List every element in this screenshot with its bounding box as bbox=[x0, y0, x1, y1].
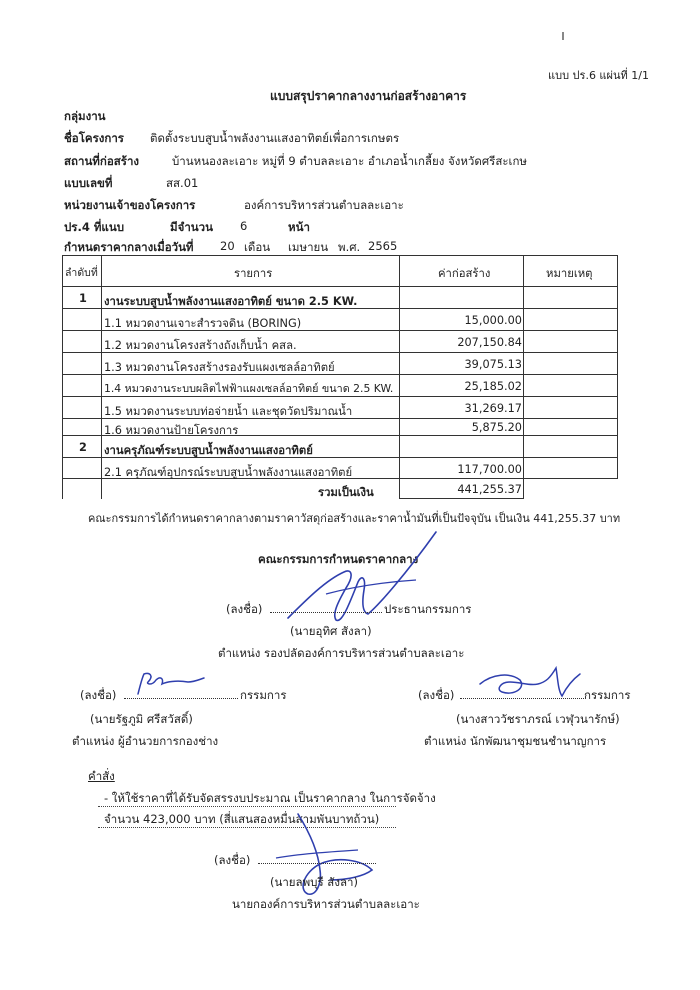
row-1-5-item: 1.5 หมวดงานระบบท่อจ่ายน้ำ และชุดวัดปริมาณน้ำ bbox=[104, 405, 353, 418]
site-value: บ้านหนองละเอาะ หมู่ที่ 9 ตำบลละเอาะ อำเภอน้ำเกลี้ยง จังหวัดศรีสะเกษ bbox=[172, 154, 527, 168]
member-left-name: (นายรัฐภูมิ ศรีสวัสดิ์) bbox=[90, 712, 193, 726]
member-right-role: กรรมการ bbox=[584, 688, 631, 702]
order-heading: คำสั่ง bbox=[88, 769, 115, 783]
row-1-4-item: 1.4 หมวดงานระบบผลิตไฟฟ้าแผงเซลล์อาทิตย์ ขนาด 2.5 KW. bbox=[104, 382, 394, 395]
form-reference: แบบ ปร.6 แผ่นที่ 1/1 bbox=[548, 69, 649, 82]
total-label: รวมเป็นเงิน bbox=[318, 486, 374, 499]
row-1-5-cost: 31,269.17 bbox=[464, 402, 522, 415]
member-right-position: ตำแหน่ง นักพัฒนาชุมชนชำนาญการ bbox=[424, 734, 607, 748]
committee-title: คณะกรรมการกำหนดราคากลาง bbox=[258, 552, 419, 566]
approver-sign-prefix: (ลงชื่อ) bbox=[214, 853, 251, 867]
owner-value: องค์การบริหารส่วนตำบลละเอาะ bbox=[244, 198, 404, 212]
member-left-sign-prefix: (ลงชื่อ) bbox=[80, 688, 117, 702]
approver-dotted-line bbox=[258, 863, 376, 864]
date-year: 2565 bbox=[368, 239, 398, 253]
row-2-1-cost: 117,700.00 bbox=[457, 463, 522, 476]
approver-name: (นายลพบุรี สังลา) bbox=[270, 875, 358, 889]
row-1-6-cost: 5,875.20 bbox=[471, 421, 522, 434]
chairman-sign-prefix: (ลงชื่อ) bbox=[226, 602, 263, 616]
row-1-3-cost: 39,075.13 bbox=[464, 358, 522, 371]
row-1-item: งานระบบสูบน้ำพลังงานแสงอาทิตย์ ขนาด 2.5 KW. bbox=[104, 295, 358, 308]
row-1-no: 1 bbox=[79, 292, 87, 305]
approver-position: นายกองค์การบริหารส่วนตำบลละเอาะ bbox=[232, 897, 420, 911]
row-1-1-item: 1.1 หมวดงานเจาะสำรวจดิน (BORING) bbox=[104, 317, 302, 330]
chairman-role: ประธานกรรมการ bbox=[384, 602, 472, 616]
member-left-signature bbox=[132, 670, 212, 700]
page-unit-label: หน้า bbox=[288, 220, 310, 234]
page-count-value: 6 bbox=[240, 219, 248, 233]
date-month-label: เดือน bbox=[244, 240, 271, 254]
header-item: รายการ bbox=[234, 267, 273, 280]
page-title: แบบสรุปราคากลางงานก่อสร้างอาคาร bbox=[270, 89, 467, 103]
pr4-attached-label: ปร.4 ที่แนบ bbox=[64, 220, 125, 234]
member-left-dotted-line bbox=[124, 698, 238, 699]
plan-number-label: แบบเลขที่ bbox=[64, 176, 113, 190]
chairman-position: ตำแหน่ง รองปลัดองค์การบริหารส่วนตำบลละเอาะ bbox=[218, 646, 465, 660]
row-1-6-item: 1.6 หมวดงานป้ายโครงการ bbox=[104, 424, 239, 437]
header-cost: ค่าก่อสร้าง bbox=[438, 267, 491, 280]
row-2-item: งานครุภัณฑ์ระบบสูบน้ำพลังงานแสงอาทิตย์ bbox=[104, 444, 313, 457]
row-1-4-cost: 25,185.02 bbox=[464, 380, 522, 393]
group-label: กลุ่มงาน bbox=[64, 109, 106, 123]
plan-number-value: สส.01 bbox=[166, 176, 199, 190]
owner-label: หน่วยงานเจ้าของโครงการ bbox=[64, 198, 196, 212]
date-year-label: พ.ศ. bbox=[338, 240, 361, 254]
row-2-no: 2 bbox=[79, 441, 87, 454]
chairman-name: (นายอุทิศ สังลา) bbox=[290, 624, 372, 638]
page-count-label: มีจำนวน bbox=[170, 220, 213, 234]
header-no: ลำดับที่ bbox=[65, 267, 98, 279]
order-underline-1 bbox=[98, 806, 396, 807]
site-label: สถานที่ก่อสร้าง bbox=[64, 154, 140, 168]
row-1-2-item: 1.2 หมวดงานโครงสร้างถังเก็บน้ำ คสล. bbox=[104, 339, 297, 352]
chairman-dotted-line bbox=[270, 612, 382, 613]
member-right-name: (นางสาววัชราภรณ์ เวฬุวนารักษ์) bbox=[456, 712, 620, 726]
cost-table bbox=[62, 255, 618, 499]
row-2-1-item: 2.1 ครุภัณฑ์อุปกรณ์ระบบสูบน้ำพลังงานแสงอาทิตย์ bbox=[104, 466, 353, 479]
member-left-position: ตำแหน่ง ผู้อำนวยการกองช่าง bbox=[72, 734, 219, 748]
member-right-sign-prefix: (ลงชื่อ) bbox=[418, 688, 455, 702]
order-line-2: จำนวน 423,000 บาท (สี่แสนสองหมื่นสามพันบาทถ้วน) bbox=[104, 812, 380, 826]
member-left-role: กรรมการ bbox=[240, 688, 287, 702]
stray-mark bbox=[562, 32, 564, 40]
project-label: ชื่อโครงการ bbox=[64, 131, 124, 145]
header-remark: หมายเหตุ bbox=[546, 267, 593, 280]
member-right-dotted-line bbox=[460, 698, 584, 699]
order-line-1: - ให้ใช้ราคาที่ได้รับจัดสรรงบประมาณ เป็นราคากลาง ในการจัดจ้าง bbox=[104, 791, 436, 805]
committee-note: คณะกรรมการได้กำหนดราคากลางตามราคาวัสดุก่อสร้างและราคาน้ำมันที่เป็นปัจจุบัน เป็นเงิน 441,255.37 บาท bbox=[88, 512, 621, 525]
total-value: 441,255.37 bbox=[457, 483, 522, 496]
row-1-3-item: 1.3 หมวดงานโครงสร้างรองรับแผงเซลล์อาทิตย์ bbox=[104, 361, 335, 374]
member-right-signature bbox=[476, 662, 586, 702]
project-value: ติดตั้งระบบสูบน้ำพลังงานแสงอาทิตย์เพื่อการเกษตร bbox=[150, 131, 400, 145]
date-label: กำหนดราคากลางเมื่อวันที่ bbox=[64, 240, 194, 254]
date-month: เมษายน bbox=[288, 240, 329, 254]
row-1-2-cost: 207,150.84 bbox=[457, 336, 522, 349]
date-day: 20 bbox=[220, 239, 235, 253]
row-1-1-cost: 15,000.00 bbox=[464, 314, 522, 327]
